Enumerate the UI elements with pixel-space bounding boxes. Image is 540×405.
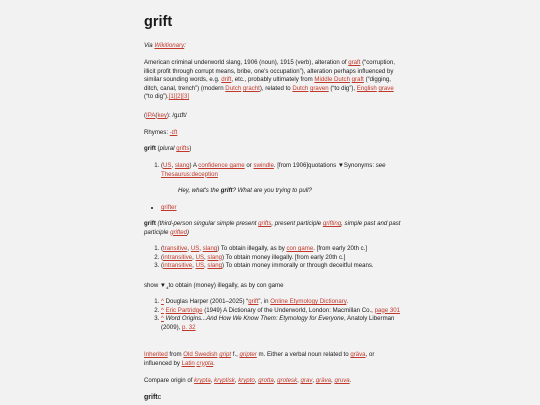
ref-title: Word Origins...And How We Know Them: Etymology for Everyone [165, 315, 344, 323]
rhymes-label: Rhymes: [144, 129, 170, 136]
us-link[interactable]: US [190, 245, 200, 252]
eric-partridge-link[interactable]: Eric Partridge [165, 306, 203, 314]
reference-item [161, 298, 402, 307]
separator: , [254, 377, 259, 384]
ref-text: (1949) A Dictionary of the Underworld, London: Macmillan Co., [202, 306, 375, 314]
etym-text: m. Either a verbal noun related to [256, 351, 351, 358]
quote-text: Hey, what's the [178, 187, 221, 194]
swindle-link[interactable]: swindle [253, 162, 274, 169]
etym-text: (“digging, ditch, canal, trench”) (modern [144, 76, 391, 92]
etym-text: f., [231, 351, 240, 358]
ipa-link[interactable]: IPA [146, 112, 156, 119]
grifts-verb-link[interactable]: grifts [258, 220, 272, 227]
ipa-text: ): /ɡɹɪft/ [166, 112, 187, 119]
drift-link[interactable]: drift [221, 76, 232, 84]
ref-text: , Anatoly Liberman (2009), [161, 315, 395, 331]
etymology-1 [144, 59, 402, 102]
etym-text: , or influenced by [144, 351, 375, 367]
ref-text: . [346, 298, 349, 305]
etym-text: (“corruption, illicit profit through corrupt means, bribe, one's occupation”), alteration perhaps influenced by similar sounding words, e.g. [144, 59, 395, 84]
paren: ( [161, 245, 164, 252]
ipa-paren: ( [155, 112, 158, 119]
compare-link-gruva[interactable]: gruva [334, 377, 350, 384]
reference-list [144, 298, 402, 332]
crypta-link[interactable]: crypta [196, 359, 214, 367]
confidence-game-link[interactable]: confidence game [198, 162, 245, 169]
etym-text: . [213, 359, 215, 367]
grave-link[interactable]: grave [378, 84, 394, 92]
verb-sense-item: 2. (intransitive, US, slang) To obtain money illegally. [from early 20th c.] [161, 254, 402, 263]
graven-link[interactable]: graven [310, 84, 329, 92]
compare-items [194, 377, 351, 384]
verb-sense-item: 1. (transitive, US, slang) To obtain illegally, as by con game. [from early 20th c.] [161, 245, 402, 254]
see-label: see [375, 162, 386, 169]
separator: , [210, 377, 215, 384]
slang-link[interactable]: slang [174, 162, 190, 169]
backlink-caret[interactable]: ^ [161, 306, 164, 314]
intransitive-link[interactable]: intransitive [163, 262, 193, 270]
noun-sense-list [144, 162, 402, 179]
usage-quote [161, 187, 419, 196]
grifting-link[interactable]: grifting [322, 220, 342, 227]
show-sub: ± [165, 285, 169, 291]
transitive-link[interactable]: transitive [163, 245, 188, 252]
footer-head-bold: grift [144, 394, 158, 401]
verb-forms-text: , simple past and past participle [144, 220, 401, 236]
verb-headword [144, 220, 402, 237]
slang-link[interactable]: slang [207, 262, 222, 270]
graft-link[interactable]: graft [348, 59, 361, 66]
verb-forms-text: (third-person singular simple present [155, 220, 259, 227]
backlink-caret[interactable]: ^ [161, 298, 164, 305]
page-title: grift [144, 14, 173, 30]
etym-text: , etc., probably ultimately from [231, 76, 315, 84]
ipa-paren: ( [144, 112, 147, 119]
verb-senses [144, 245, 402, 271]
ref-text: ”, in [258, 298, 271, 305]
etym-text: American criminal underworld slang, 1906 (noun), 1915 (verb), alteration of [144, 59, 349, 66]
gripter-link[interactable]: gripter [239, 351, 257, 358]
old-swedish-link[interactable]: Old Swedish [183, 351, 218, 358]
latin-link[interactable]: Latin [181, 359, 195, 367]
period: . [349, 377, 352, 384]
us-link[interactable]: US [195, 262, 205, 270]
etym-text: (“to dig”). [144, 93, 169, 101]
us-link[interactable]: US [163, 162, 172, 169]
verb-sense-item: 3. (intransitive, US, slang) To obtain money immorally or through deceitful means. [161, 262, 402, 271]
compare-link-krypto[interactable]: krypto [238, 377, 255, 384]
etymology-2 [144, 351, 402, 368]
backlink-caret[interactable]: ^ [161, 315, 164, 323]
paren: ( [161, 162, 164, 169]
page-301-link[interactable]: page 301 [374, 306, 400, 314]
verb-head: grift [144, 220, 156, 227]
show-toggle[interactable]: show ▼ [144, 282, 166, 289]
key-link[interactable]: key [157, 112, 167, 119]
footer-head-rest: c [157, 394, 162, 401]
reference-links[interactable]: [1][2][3] [168, 93, 190, 101]
middle-dutch-link[interactable]: Middle Dutch [314, 76, 350, 84]
grifter-link[interactable]: grifter [161, 204, 177, 211]
compare-link-gräva[interactable]: gräva [315, 377, 332, 384]
sense-text: ) To obtain money immorally or through deceitful means. [222, 262, 374, 270]
compare-line [144, 377, 402, 386]
noun-paren: ) [189, 145, 192, 152]
compare-link-kryptisk[interactable]: kryptisk [214, 377, 235, 384]
via-line [144, 42, 402, 51]
sense-text: . [from early 20th c.] [313, 245, 368, 252]
us-link[interactable]: US [195, 253, 205, 261]
gript-link[interactable]: gript [219, 351, 232, 358]
grifts-link[interactable]: grifts [176, 145, 190, 152]
inherited-link[interactable]: Inherited [144, 351, 168, 358]
gracht-link[interactable]: gracht [242, 84, 260, 92]
etymonline-link[interactable]: Online Etymology Dictionary [270, 298, 347, 305]
rhymes-link[interactable]: -ɪft [169, 129, 178, 136]
reference-item [161, 307, 402, 316]
sense-text: ) To obtain money illegally. [from early 20th c.] [222, 253, 346, 261]
dutch-link-2[interactable]: Dutch [292, 84, 309, 92]
separator: , [273, 377, 278, 384]
etym-text: (“to dig”), [328, 84, 357, 92]
graft-md-link[interactable]: graft [351, 76, 364, 84]
section-head-grift [144, 394, 402, 403]
slang-link[interactable]: slang [207, 253, 222, 261]
derived-list [144, 204, 402, 213]
con-game-link[interactable]: con game [286, 245, 314, 252]
paren: ( [161, 253, 164, 261]
via-prefix: Via [144, 42, 155, 49]
rhymes-line [144, 129, 402, 138]
dutch-link[interactable]: Dutch [225, 84, 242, 92]
grifted-link[interactable]: grifted [170, 228, 188, 236]
compare-link-krypta[interactable]: krypta [194, 377, 211, 384]
compare-link-grotta[interactable]: grotta [258, 377, 274, 384]
compare-link-grotesk[interactable]: grotesk [277, 377, 298, 384]
paren: ( [161, 262, 164, 270]
thesaurus-link[interactable]: Thesaurus:deception [161, 170, 218, 178]
grava-link[interactable]: gräva [350, 351, 366, 358]
english-link[interactable]: English [356, 84, 377, 92]
sense-text: . [from 1906]quotations ▼Synonyms: [273, 162, 376, 169]
noun-paren: ( [155, 145, 160, 152]
reference-item [161, 315, 402, 332]
quote-text: ? What are you trying to pull? [232, 187, 312, 194]
via-suffix: : [184, 42, 186, 49]
verb-sense-list [144, 245, 402, 271]
sense-text: ) To obtain illegally, as by [217, 245, 287, 252]
show-text: to obtain (money) illegally, as by con game [168, 282, 284, 289]
compare-label: Compare origin of [144, 377, 195, 384]
verb-forms-text: , present participle [271, 220, 323, 227]
intransitive-link[interactable]: intransitive [163, 253, 193, 261]
derived-item [161, 204, 402, 213]
pronunciation-line [144, 112, 402, 121]
etym-text: ), related to [259, 84, 293, 92]
wikitionary-link[interactable]: Wikitionary [154, 42, 185, 49]
plural-label: plural [159, 145, 175, 152]
noun-headword [144, 145, 402, 154]
noun-senses [144, 162, 402, 179]
verb-forms-text: ) [187, 228, 190, 236]
slang-link[interactable]: slang [202, 245, 218, 252]
derived-terms [144, 204, 402, 213]
noun-sense-item [161, 162, 402, 179]
etym-text: from [167, 351, 184, 358]
sense-text: ) A [189, 162, 199, 169]
separator: , [234, 377, 239, 384]
references [144, 298, 402, 332]
sense-text: or [244, 162, 254, 169]
comma: , [171, 162, 175, 169]
ref-text: Douglas Harper (2001–2025) “ [163, 298, 249, 305]
grift-etymonline-link[interactable]: grift [248, 298, 259, 305]
noun-head: grift [144, 145, 156, 152]
p-32-link[interactable]: p. 32 [182, 323, 196, 331]
quote-bold: grift [220, 187, 233, 194]
compare-link-grav[interactable]: grav [300, 377, 313, 384]
separator: , [331, 377, 335, 384]
separator: , [297, 377, 301, 384]
separator: , [312, 377, 316, 384]
translations-toggle[interactable] [144, 282, 402, 293]
